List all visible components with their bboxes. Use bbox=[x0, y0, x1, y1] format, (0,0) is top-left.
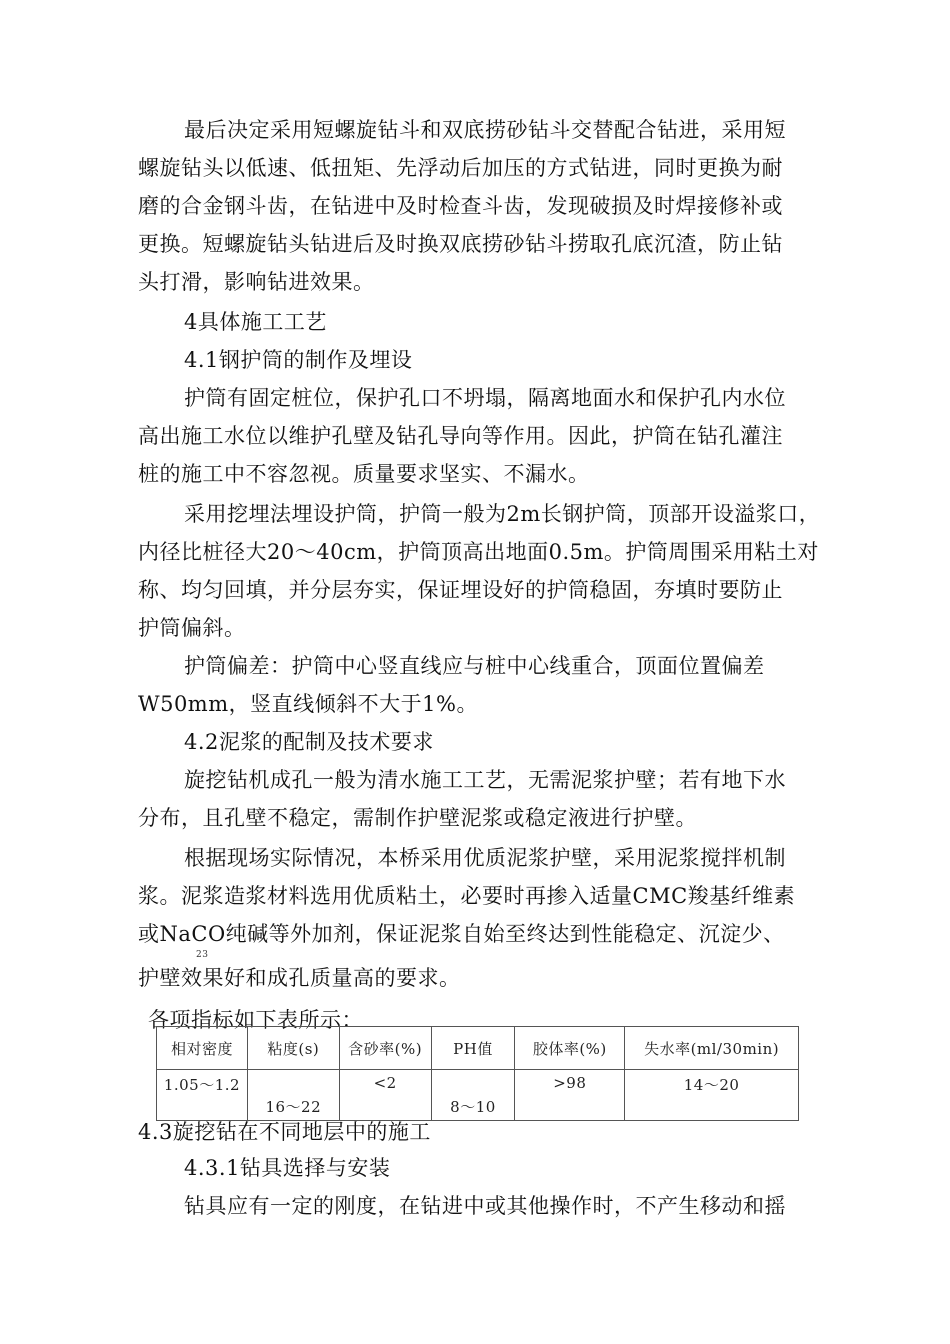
section-heading-4-3: 4.3旋挖钻在不同地层中的施工 bbox=[138, 1120, 431, 1144]
para3-line3: 称、均匀回填，并分层夯实，保证埋设好的护筒稳固，夯填时要防止 bbox=[138, 578, 783, 602]
last-paragraph-line: 钻具应有一定的刚度，在钻进中或其他操作时，不产生移动和摇 bbox=[184, 1194, 786, 1218]
para2-line1: 护筒有固定桩位，保护孔口不坍塌，隔离地面水和保护孔内水位 bbox=[184, 386, 786, 410]
table-header-row bbox=[157, 1027, 799, 1070]
table-cell: 1.05〜1.2 bbox=[157, 1070, 248, 1121]
para6-line3: 或NaCO纯碱等外加剂，保证泥浆自始至终达到性能稳定、沉淀少、 bbox=[138, 922, 785, 946]
para6-line4: 护壁效果好和成孔质量高的要求。 bbox=[138, 966, 461, 990]
table-header-cell: PH值 bbox=[431, 1027, 515, 1070]
para4-line2: W50mm，竖直线倾斜不大于1%。 bbox=[138, 692, 478, 716]
table-header-cell: 粘度(s) bbox=[247, 1027, 339, 1070]
table-cell: 14〜20 bbox=[625, 1070, 799, 1121]
table-row bbox=[157, 1070, 799, 1121]
section-heading-4-3-1: 4.3.1钻具选择与安装 bbox=[184, 1156, 391, 1180]
para1-line2: 螺旋钻头以低速、低扭矩、先浮动后加压的方式钻进，同时更换为耐 bbox=[138, 156, 783, 180]
table-header-cell: 失水率(ml/30min) bbox=[625, 1027, 799, 1070]
para1-line3: 磨的合金钢斗齿，在钻进中及时检查斗齿，发现破损及时焊接修补或 bbox=[138, 194, 783, 218]
table-cell: <2 bbox=[339, 1070, 431, 1121]
para3-line4: 护筒偏斜。 bbox=[138, 616, 246, 640]
section-heading-4-2: 4.2泥浆的配制及技术要求 bbox=[184, 730, 434, 754]
para4-line1: 护筒偏差：护筒中心竖直线应与桩中心线重合，顶面位置偏差 bbox=[184, 654, 765, 678]
para3-line2: 内径比桩径大20〜40cm，护筒顶高出地面0.5m。护筒周围采用粘土对 bbox=[138, 540, 819, 564]
table-header-cell: 相对密度 bbox=[157, 1027, 248, 1070]
para3-line1: 采用挖埋法埋设护筒，护筒一般为2m长钢护筒，顶部开设溢浆口， bbox=[184, 502, 821, 526]
para1-line5: 头打滑，影响钻进效果。 bbox=[138, 270, 375, 294]
table-caption: 各项指标如下表所示： bbox=[148, 1008, 363, 1032]
subscript-note: 23 bbox=[196, 950, 209, 960]
para5-line1: 旋挖钻机成孔一般为清水施工工艺，无需泥浆护壁；若有地下水 bbox=[184, 768, 786, 792]
para2-line2: 高出施工水位以维护孔壁及钻孔导向等作用。因此，护筒在钻孔灌注 bbox=[138, 424, 783, 448]
table-cell: 8〜10 bbox=[431, 1070, 515, 1121]
table-cell: >98 bbox=[515, 1070, 625, 1121]
table-header-cell: 胶体率(%) bbox=[515, 1027, 625, 1070]
mud-index-table bbox=[156, 1026, 799, 1121]
section-heading-4-1: 4.1钢护筒的制作及埋设 bbox=[184, 348, 413, 372]
para5-line2: 分布，且孔壁不稳定，需制作护壁泥浆或稳定液进行护壁。 bbox=[138, 806, 697, 830]
section-heading-4: 4具体施工工艺 bbox=[184, 310, 327, 334]
para1-line1: 最后决定采用短螺旋钻斗和双底捞砂钻斗交替配合钻进，采用短 bbox=[184, 118, 786, 142]
para6-line2: 浆。泥浆造浆材料选用优质粘土，必要时再掺入适量CMC羧基纤维素 bbox=[138, 884, 796, 908]
table-header-cell: 含砂率(%) bbox=[339, 1027, 431, 1070]
para1-line4: 更换。短螺旋钻头钻进后及时换双底捞砂钻斗捞取孔底沉渣，防止钻 bbox=[138, 232, 783, 256]
para6-line1: 根据现场实际情况，本桥采用优质泥浆护壁，采用泥浆搅拌机制 bbox=[184, 846, 786, 870]
table-cell: 16〜22 bbox=[247, 1070, 339, 1121]
para2-line3: 桩的施工中不容忽视。质量要求坚实、不漏水。 bbox=[138, 462, 590, 486]
